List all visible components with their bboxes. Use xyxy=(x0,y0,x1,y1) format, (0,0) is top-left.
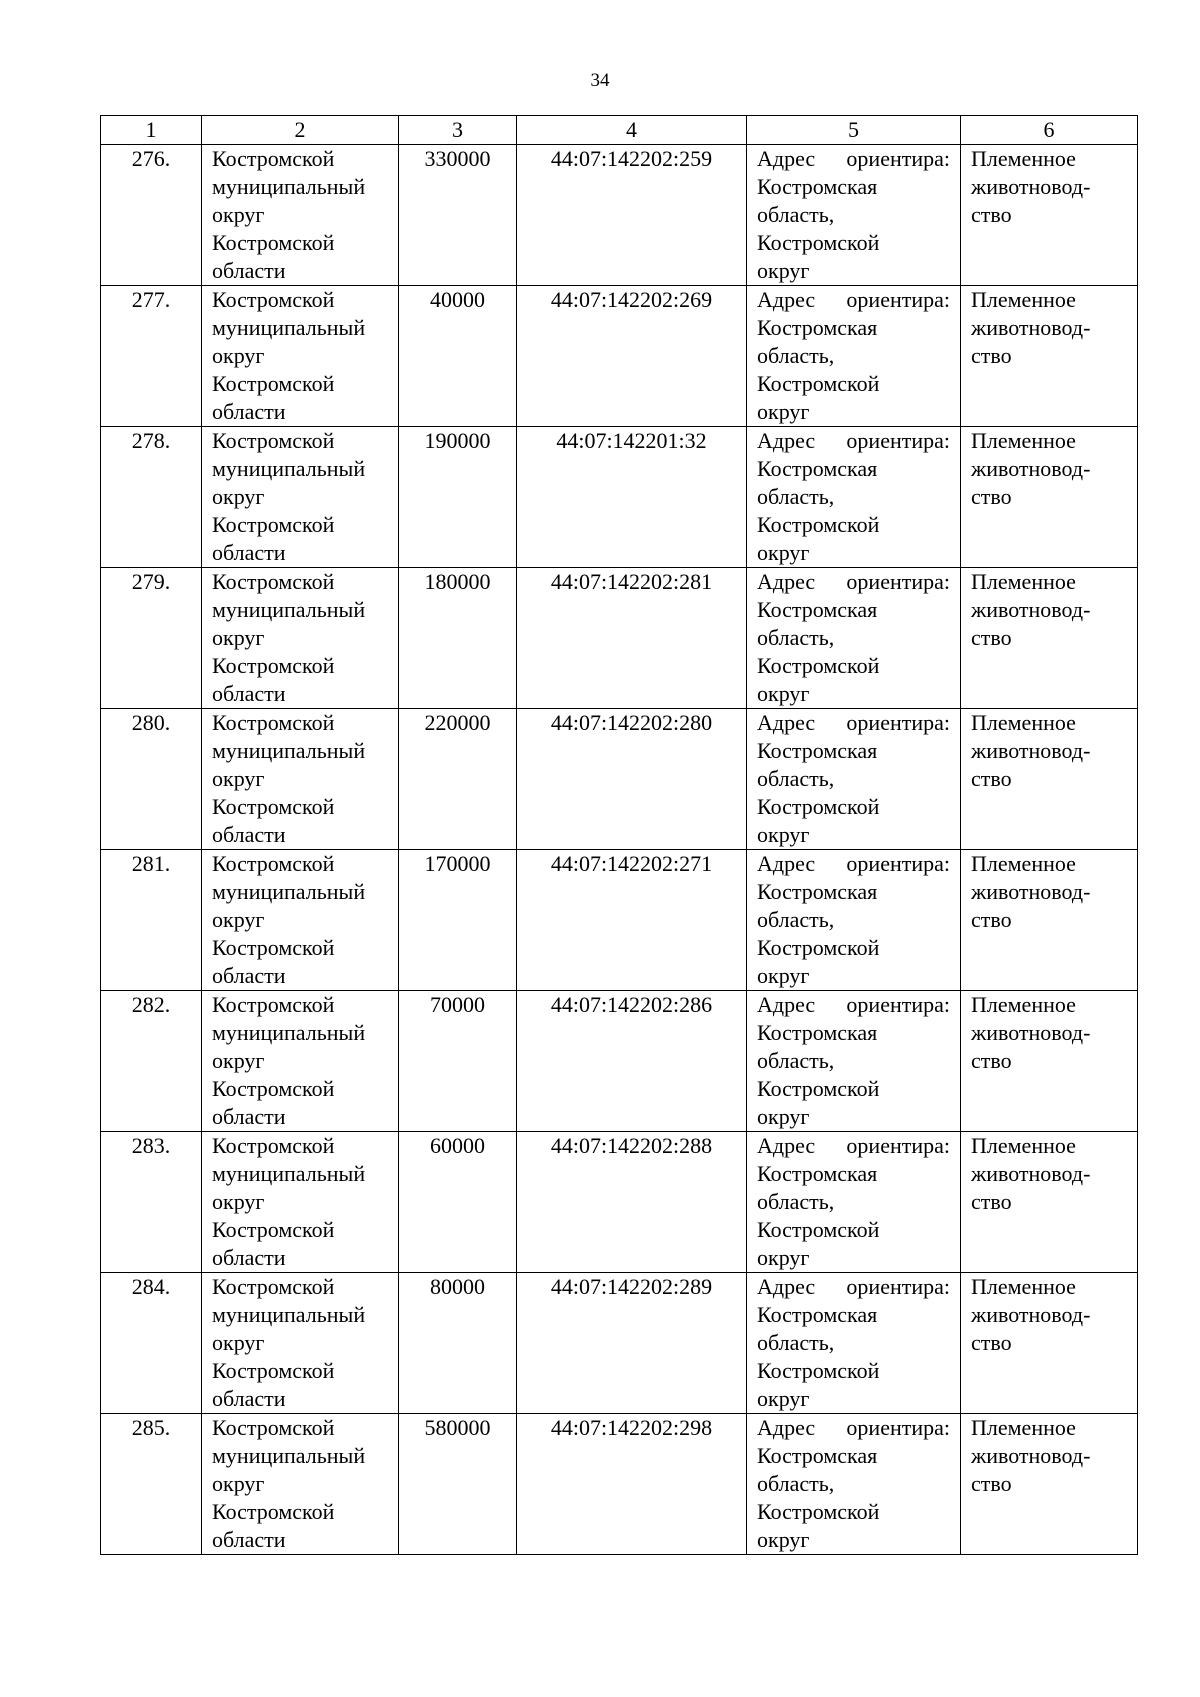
cadastral-number-cell: 44:07:142202:281 xyxy=(517,568,747,709)
municipality-cell-line: области xyxy=(212,1245,286,1270)
purpose-cell xyxy=(961,850,1138,991)
address-cell-line: Костромской xyxy=(757,653,880,678)
address-cell-line: область, xyxy=(757,625,835,650)
municipality-cell-line: области xyxy=(212,822,286,847)
address-cell xyxy=(747,991,961,1132)
municipality-cell-line: Костромской xyxy=(212,428,335,453)
municipality-cell-line: муниципальный xyxy=(212,597,366,622)
municipality-cell xyxy=(202,286,399,427)
cadastral-number-cell: 44:07:142202:286 xyxy=(517,991,747,1132)
address-cell-line: округ xyxy=(757,540,810,565)
address-cell-line: Костромской xyxy=(757,371,880,396)
address-cell-line: Адрес ориентира: xyxy=(757,287,950,312)
address-cell-line: округ xyxy=(757,822,810,847)
address-cell-line: Костромская xyxy=(757,1302,878,1327)
address-cell-line: область, xyxy=(757,484,835,509)
municipality-cell-line: Костромской xyxy=(212,935,335,960)
address-cell-line: Костромская xyxy=(757,1020,878,1045)
municipality-cell-line: муниципальный xyxy=(212,1443,366,1468)
address-cell-line: округ xyxy=(757,681,810,706)
municipality-cell-line: округ xyxy=(212,1330,265,1355)
municipality-cell-line: Костромской xyxy=(212,569,335,594)
row-number-cell: 280. xyxy=(101,709,202,850)
municipality-cell-line: округ xyxy=(212,625,265,650)
purpose-cell-line: ство xyxy=(971,343,1012,368)
area-cell: 330000 xyxy=(399,145,517,286)
address-cell xyxy=(747,145,961,286)
municipality-cell-line: Костромской xyxy=(212,287,335,312)
area-cell: 70000 xyxy=(399,991,517,1132)
purpose-cell-line: Племенное xyxy=(971,1133,1076,1158)
address-cell-line: Костромской xyxy=(757,512,880,537)
purpose-cell-line: животновод- xyxy=(971,315,1091,340)
area-cell: 60000 xyxy=(399,1132,517,1273)
row-number-cell: 283. xyxy=(101,1132,202,1273)
purpose-cell-line: ство xyxy=(971,766,1012,791)
municipality-cell-line: области xyxy=(212,1104,286,1129)
row-number-cell: 281. xyxy=(101,850,202,991)
address-cell-line: Костромская xyxy=(757,174,878,199)
municipality-cell xyxy=(202,709,399,850)
address-cell-line: Костромской xyxy=(757,794,880,819)
land-plot-table xyxy=(100,115,1138,1555)
address-cell xyxy=(747,1414,961,1555)
purpose-cell-line: ство xyxy=(971,625,1012,650)
row-number-cell: 285. xyxy=(101,1414,202,1555)
cadastral-number-cell: 44:07:142202:298 xyxy=(517,1414,747,1555)
purpose-cell-line: Племенное xyxy=(971,992,1076,1017)
purpose-cell-line: животновод- xyxy=(971,456,1091,481)
table-row xyxy=(101,568,1138,709)
purpose-cell-line: ство xyxy=(971,484,1012,509)
address-cell-line: округ xyxy=(757,258,810,283)
address-cell-line: область, xyxy=(757,202,835,227)
column-header: 5 xyxy=(747,116,961,145)
purpose-cell-line: Племенное xyxy=(971,710,1076,735)
address-cell-line: область, xyxy=(757,1048,835,1073)
purpose-cell-line: Племенное xyxy=(971,1415,1076,1440)
row-number-cell: 277. xyxy=(101,286,202,427)
municipality-cell-line: округ xyxy=(212,907,265,932)
row-number-cell: 282. xyxy=(101,991,202,1132)
municipality-cell-line: области xyxy=(212,1527,286,1552)
address-cell xyxy=(747,1273,961,1414)
address-cell-line: Костромская xyxy=(757,597,878,622)
purpose-cell-line: Племенное xyxy=(971,851,1076,876)
table-body xyxy=(101,145,1138,1555)
purpose-cell xyxy=(961,1273,1138,1414)
address-cell-line: Костромской xyxy=(757,935,880,960)
municipality-cell-line: Костромской xyxy=(212,1415,335,1440)
area-cell: 170000 xyxy=(399,850,517,991)
purpose-cell xyxy=(961,1132,1138,1273)
municipality-cell-line: Костромской xyxy=(212,851,335,876)
municipality-cell-line: Костромской xyxy=(212,1217,335,1242)
page-number: 34 xyxy=(590,70,610,91)
municipality-cell-line: округ xyxy=(212,202,265,227)
address-cell-line: Адрес ориентира: xyxy=(757,710,950,735)
cadastral-number-cell: 44:07:142202:259 xyxy=(517,145,747,286)
purpose-cell-line: животновод- xyxy=(971,879,1091,904)
address-cell-line: Костромской xyxy=(757,1358,880,1383)
municipality-cell xyxy=(202,1273,399,1414)
address-cell-line: Адрес ориентира: xyxy=(757,1415,950,1440)
municipality-cell-line: Костромской xyxy=(212,1499,335,1524)
municipality-cell-line: области xyxy=(212,540,286,565)
address-cell-line: Костромская xyxy=(757,738,878,763)
municipality-cell-line: области xyxy=(212,399,286,424)
column-header: 3 xyxy=(399,116,517,145)
purpose-cell-line: животновод- xyxy=(971,1020,1091,1045)
municipality-cell-line: округ xyxy=(212,766,265,791)
address-cell-line: область, xyxy=(757,1330,835,1355)
municipality-cell-line: Костромской xyxy=(212,1358,335,1383)
municipality-cell-line: Костромской xyxy=(212,710,335,735)
purpose-cell-line: Племенное xyxy=(971,287,1076,312)
row-number-cell: 279. xyxy=(101,568,202,709)
purpose-cell-line: Племенное xyxy=(971,146,1076,171)
municipality-cell-line: Костромской xyxy=(212,371,335,396)
table-row xyxy=(101,709,1138,850)
address-cell xyxy=(747,568,961,709)
table-row xyxy=(101,1132,1138,1273)
municipality-cell-line: муниципальный xyxy=(212,1302,366,1327)
purpose-cell-line: животновод- xyxy=(971,174,1091,199)
address-cell-line: область, xyxy=(757,1471,835,1496)
address-cell-line: Адрес ориентира: xyxy=(757,1274,950,1299)
address-cell-line: Костромской xyxy=(757,1499,880,1524)
address-cell xyxy=(747,850,961,991)
area-cell: 80000 xyxy=(399,1273,517,1414)
purpose-cell xyxy=(961,286,1138,427)
purpose-cell-line: Племенное xyxy=(971,569,1076,594)
row-number-cell: 284. xyxy=(101,1273,202,1414)
table-row xyxy=(101,1273,1138,1414)
municipality-cell-line: муниципальный xyxy=(212,174,366,199)
column-header: 1 xyxy=(101,116,202,145)
address-cell-line: Адрес ориентира: xyxy=(757,1133,950,1158)
address-cell-line: Костромская xyxy=(757,1161,878,1186)
municipality-cell xyxy=(202,427,399,568)
address-cell-line: область, xyxy=(757,766,835,791)
municipality-cell-line: муниципальный xyxy=(212,738,366,763)
address-cell-line: Адрес ориентира: xyxy=(757,992,950,1017)
table-row xyxy=(101,850,1138,991)
municipality-cell-line: муниципальный xyxy=(212,315,366,340)
address-cell-line: округ xyxy=(757,1386,810,1411)
municipality-cell-line: муниципальный xyxy=(212,1020,366,1045)
municipality-cell-line: Костромской xyxy=(212,1076,335,1101)
municipality-cell-line: округ xyxy=(212,1471,265,1496)
purpose-cell-line: животновод- xyxy=(971,597,1091,622)
address-cell-line: Костромская xyxy=(757,315,878,340)
column-header: 4 xyxy=(517,116,747,145)
address-cell-line: область, xyxy=(757,343,835,368)
address-cell xyxy=(747,427,961,568)
cadastral-number-cell: 44:07:142202:271 xyxy=(517,850,747,991)
address-cell-line: округ xyxy=(757,399,810,424)
purpose-cell-line: животновод- xyxy=(971,1302,1091,1327)
address-cell-line: Адрес ориентира: xyxy=(757,851,950,876)
municipality-cell-line: округ xyxy=(212,1189,265,1214)
municipality-cell-line: муниципальный xyxy=(212,879,366,904)
municipality-cell-line: Костромской xyxy=(212,1274,335,1299)
municipality-cell-line: Костромской xyxy=(212,230,335,255)
municipality-cell-line: Костромской xyxy=(212,1133,335,1158)
address-cell-line: Адрес ориентира: xyxy=(757,428,950,453)
purpose-cell-line: ство xyxy=(971,907,1012,932)
area-cell: 580000 xyxy=(399,1414,517,1555)
purpose-cell-line: Племенное xyxy=(971,428,1076,453)
address-cell-line: округ xyxy=(757,1245,810,1270)
municipality-cell xyxy=(202,1414,399,1555)
row-number-cell: 278. xyxy=(101,427,202,568)
municipality-cell-line: Костромской xyxy=(212,146,335,171)
purpose-cell-line: ство xyxy=(971,202,1012,227)
municipality-cell xyxy=(202,991,399,1132)
purpose-cell-line: Племенное xyxy=(971,1274,1076,1299)
area-cell: 180000 xyxy=(399,568,517,709)
area-cell: 190000 xyxy=(399,427,517,568)
purpose-cell-line: животновод- xyxy=(971,1443,1091,1468)
municipality-cell-line: округ xyxy=(212,484,265,509)
purpose-cell xyxy=(961,709,1138,850)
column-header: 6 xyxy=(961,116,1138,145)
municipality-cell-line: Костромской xyxy=(212,794,335,819)
address-cell-line: округ xyxy=(757,1527,810,1552)
municipality-cell-line: муниципальный xyxy=(212,1161,366,1186)
column-header: 2 xyxy=(202,116,399,145)
address-cell-line: область, xyxy=(757,1189,835,1214)
municipality-cell-line: области xyxy=(212,681,286,706)
municipality-cell-line: области xyxy=(212,963,286,988)
address-cell-line: Костромской xyxy=(757,1076,880,1101)
address-cell-line: Адрес ориентира: xyxy=(757,569,950,594)
municipality-cell-line: Костромской xyxy=(212,992,335,1017)
municipality-cell-line: области xyxy=(212,1386,286,1411)
municipality-cell-line: Костромской xyxy=(212,653,335,678)
row-number-cell: 276. xyxy=(101,145,202,286)
address-cell-line: Костромская xyxy=(757,1443,878,1468)
municipality-cell xyxy=(202,850,399,991)
address-cell-line: Костромская xyxy=(757,456,878,481)
cadastral-number-cell: 44:07:142201:32 xyxy=(517,427,747,568)
address-cell-line: Костромской xyxy=(757,230,880,255)
purpose-cell-line: ство xyxy=(971,1471,1012,1496)
purpose-cell xyxy=(961,1414,1138,1555)
purpose-cell-line: ство xyxy=(971,1189,1012,1214)
cadastral-number-cell: 44:07:142202:288 xyxy=(517,1132,747,1273)
table-row xyxy=(101,427,1138,568)
address-cell-line: округ xyxy=(757,1104,810,1129)
address-cell xyxy=(747,709,961,850)
municipality-cell-line: области xyxy=(212,258,286,283)
municipality-cell-line: Костромской xyxy=(212,512,335,537)
area-cell: 40000 xyxy=(399,286,517,427)
purpose-cell-line: ство xyxy=(971,1330,1012,1355)
municipality-cell xyxy=(202,145,399,286)
address-cell-line: Костромской xyxy=(757,1217,880,1242)
purpose-cell-line: животновод- xyxy=(971,738,1091,763)
table-row xyxy=(101,286,1138,427)
municipality-cell-line: округ xyxy=(212,1048,265,1073)
table-row xyxy=(101,145,1138,286)
area-cell: 220000 xyxy=(399,709,517,850)
purpose-cell xyxy=(961,991,1138,1132)
purpose-cell xyxy=(961,568,1138,709)
municipality-cell-line: муниципальный xyxy=(212,456,366,481)
table-row xyxy=(101,1414,1138,1555)
address-cell-line: Костромская xyxy=(757,879,878,904)
address-cell-line: округ xyxy=(757,963,810,988)
address-cell-line: область, xyxy=(757,907,835,932)
municipality-cell xyxy=(202,1132,399,1273)
purpose-cell xyxy=(961,145,1138,286)
cadastral-number-cell: 44:07:142202:289 xyxy=(517,1273,747,1414)
column-number-row xyxy=(101,116,1138,145)
purpose-cell-line: животновод- xyxy=(971,1161,1091,1186)
address-cell xyxy=(747,286,961,427)
address-cell xyxy=(747,1132,961,1273)
cadastral-number-cell: 44:07:142202:280 xyxy=(517,709,747,850)
municipality-cell xyxy=(202,568,399,709)
table-row xyxy=(101,991,1138,1132)
address-cell-line: Адрес ориентира: xyxy=(757,146,950,171)
purpose-cell xyxy=(961,427,1138,568)
purpose-cell-line: ство xyxy=(971,1048,1012,1073)
cadastral-number-cell: 44:07:142202:269 xyxy=(517,286,747,427)
municipality-cell-line: округ xyxy=(212,343,265,368)
